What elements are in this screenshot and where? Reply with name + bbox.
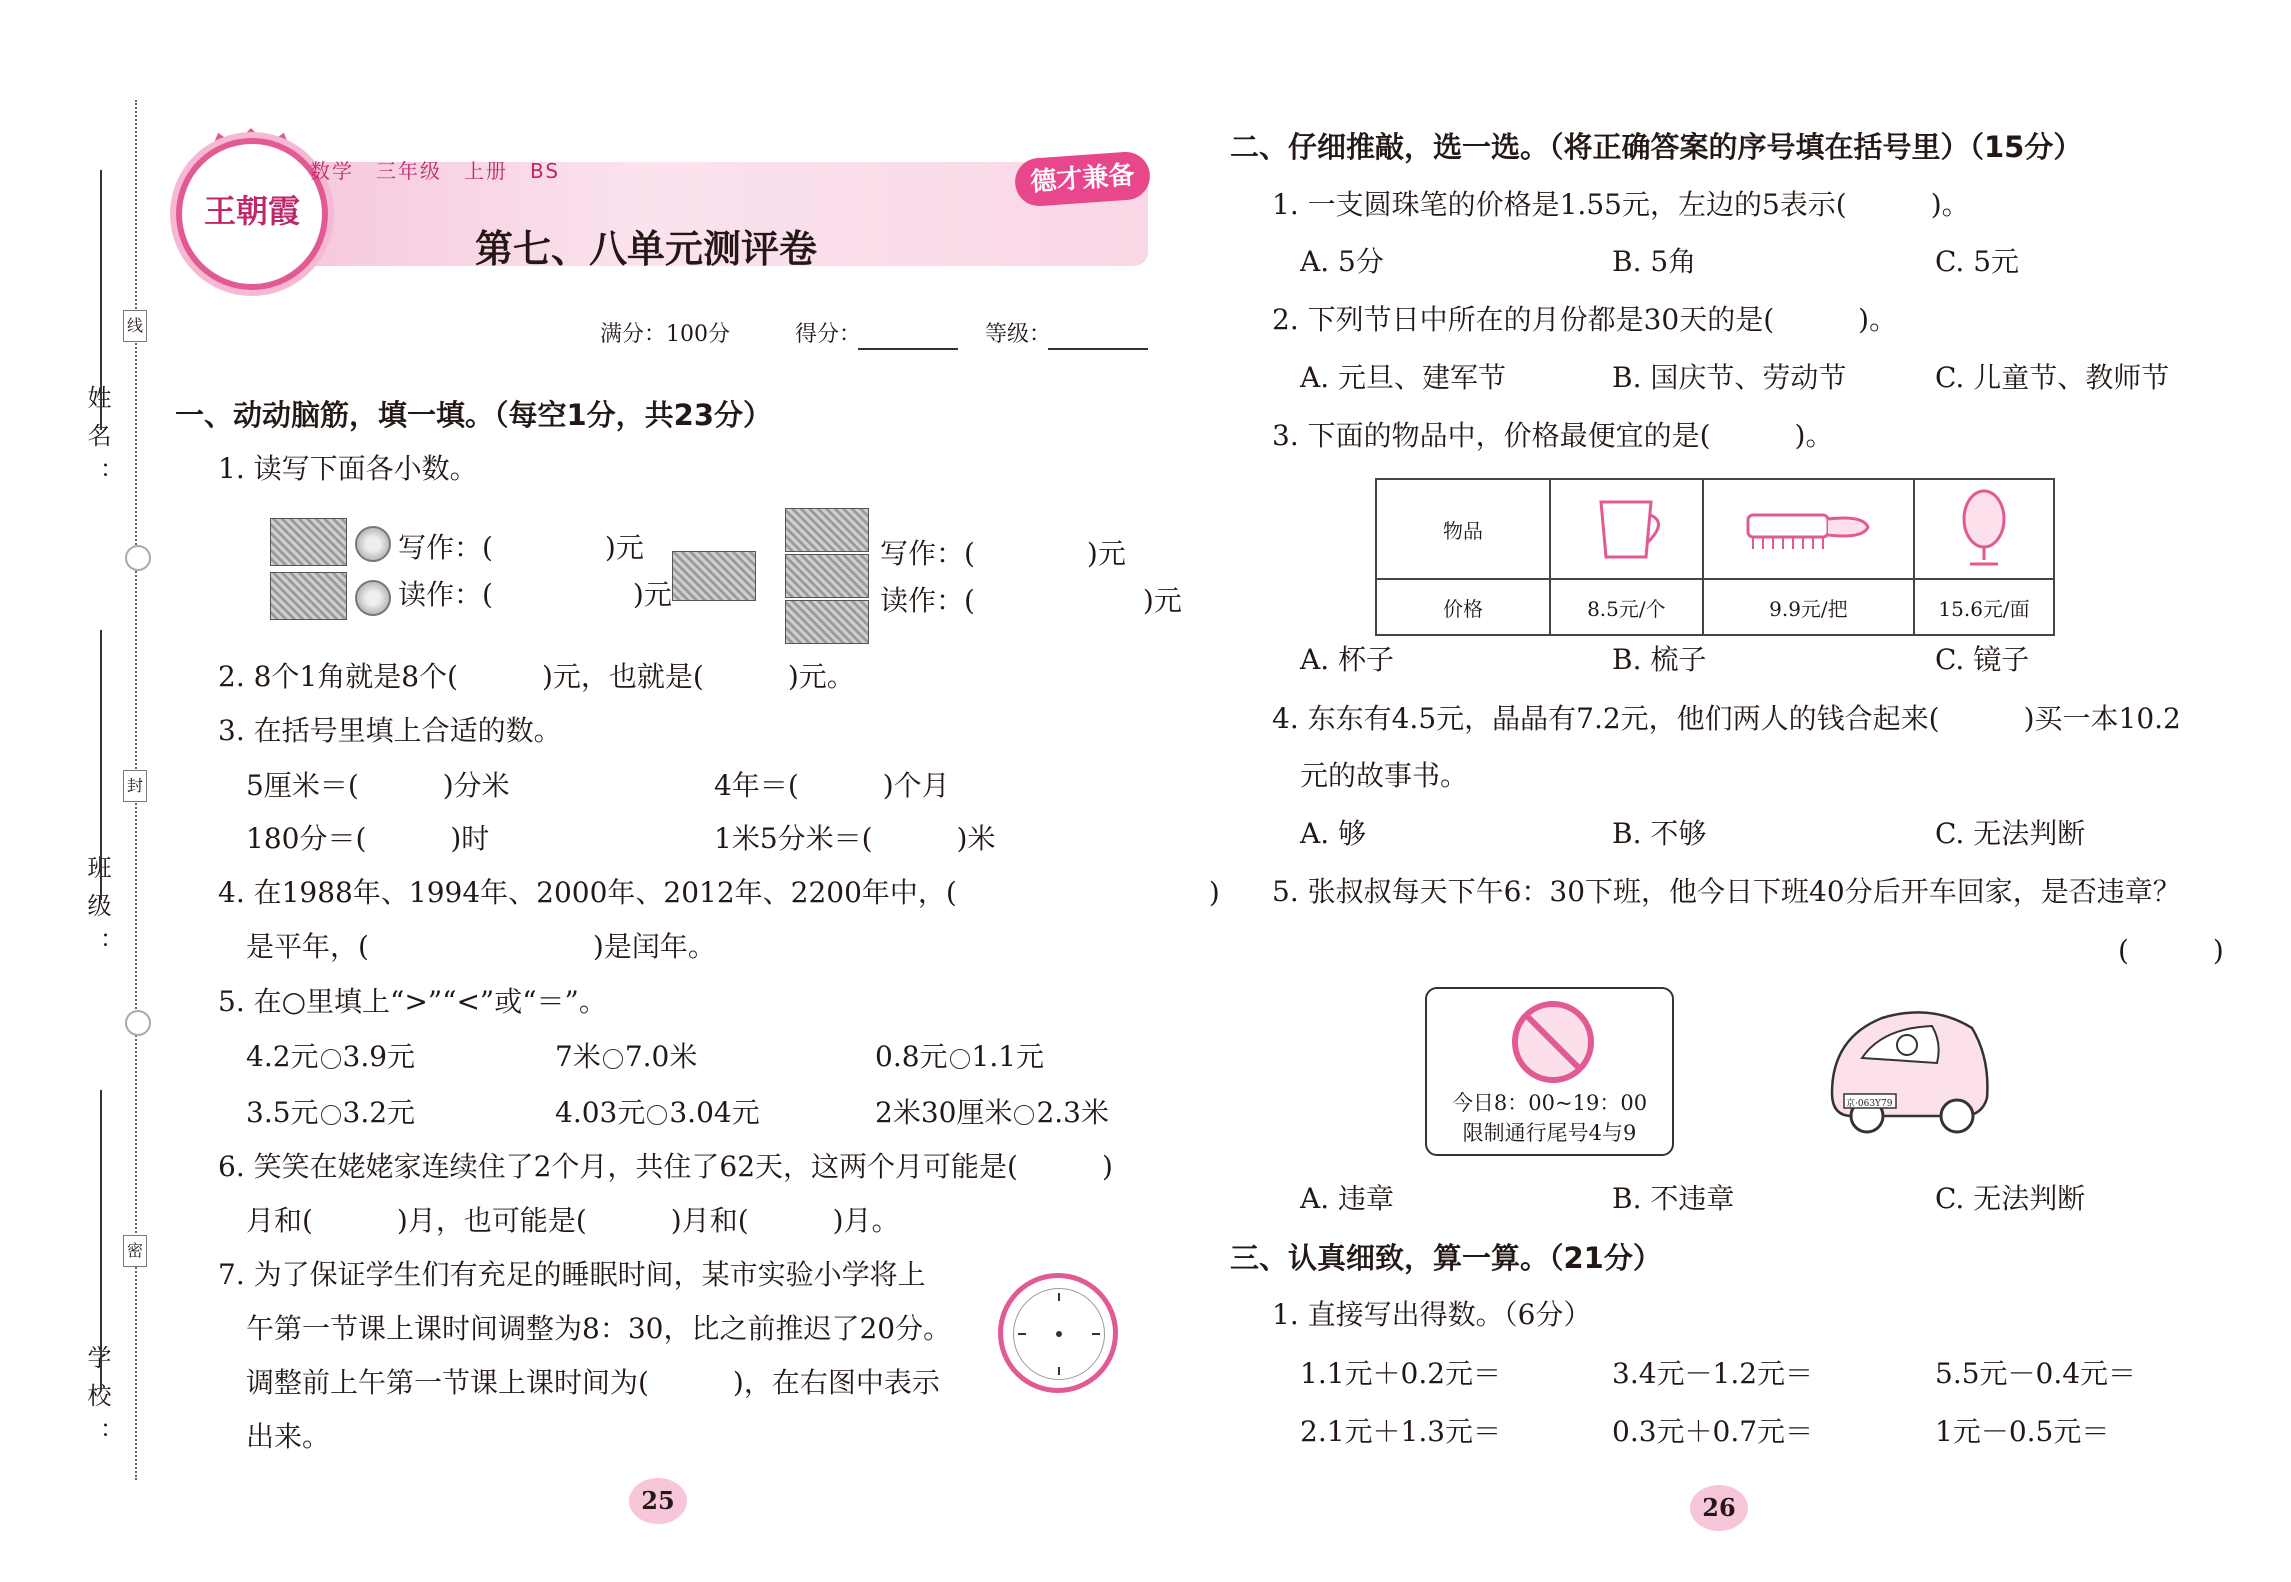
- school-line: [100, 1090, 102, 1390]
- r-q5: 5. 张叔叔每天下午6：30下班，他今日下班40分后开车回家，是否违章？: [1272, 875, 2181, 908]
- compare-circle[interactable]: [321, 1049, 341, 1069]
- q7-line4: 出来。: [246, 1420, 331, 1453]
- q5-stem: 5. 在○里填上“>”“<”或“＝”。: [218, 985, 607, 1018]
- r-q4-opt-a[interactable]: A. 够: [1300, 817, 1367, 850]
- q6-line2: 月和( )月，也可能是( )月和( )月。: [246, 1204, 900, 1237]
- r-q4-opt-b[interactable]: B. 不够: [1612, 817, 1707, 850]
- q3-b: 4年＝( )个月: [714, 769, 950, 802]
- q3-c: 180分＝( )时: [246, 822, 490, 855]
- class-line: [100, 630, 102, 900]
- binding-hole: [125, 1010, 151, 1036]
- binding-hole: [125, 545, 151, 571]
- compare-item: 3.5元 3.2元: [246, 1096, 416, 1129]
- calc-item: 2.1元＋1.3元＝: [1300, 1415, 1502, 1448]
- compare-circle[interactable]: [1014, 1105, 1034, 1125]
- calc-item: 1元－0.5元＝: [1935, 1415, 2110, 1448]
- q7-line3: 调整前上午第一节课上课时间为( )，在右图中表示: [246, 1366, 940, 1399]
- q3-stem: 3. 在括号里填上合适的数。: [218, 714, 562, 747]
- table-header-item: 物品: [1376, 479, 1550, 579]
- banknote-1-yuan: [270, 572, 347, 620]
- compare-circle[interactable]: [321, 1105, 341, 1125]
- q6-line1: 6. 笑笑在姥姥家连续住了2个月，共住了62天，这两个月可能是( ): [218, 1150, 1113, 1183]
- r-q3-opt-c[interactable]: C. 镜子: [1935, 643, 2030, 676]
- q1-write2: 写作：( )元: [880, 537, 1126, 570]
- r-q2-opt-c[interactable]: C. 儿童节、教师节: [1935, 361, 2170, 394]
- license-plate: 京·063Y79: [1846, 1099, 1893, 1109]
- score-field[interactable]: [858, 320, 958, 350]
- no-driving-icon: [1512, 1001, 1594, 1083]
- q3-a: 5厘米＝( )分米: [246, 769, 510, 802]
- clock-ticks-icon: [1014, 1289, 1104, 1379]
- cup-icon: [1576, 487, 1676, 567]
- r-q5-opt-b[interactable]: B. 不违章: [1612, 1182, 1735, 1215]
- comb-icon: [1738, 497, 1878, 557]
- page-number-right: 26: [1690, 1485, 1748, 1531]
- price-cup: 8.5元/个: [1550, 579, 1703, 635]
- q7-line2: 午第一节课上课时间调整为8：30，比之前推迟了20分。: [246, 1312, 952, 1345]
- r-q2-opt-b[interactable]: B. 国庆节、劳动节: [1612, 361, 1847, 394]
- q1-write: 写作：( )元: [398, 531, 644, 564]
- name-label: 姓名：: [83, 385, 111, 499]
- r-q3: 3. 下面的物品中，价格最便宜的是( )。: [1272, 419, 1834, 452]
- q4-line2: 是平年，( )是闰年。: [246, 930, 716, 963]
- mirror-image: [1914, 479, 2054, 579]
- page-number-left: 25: [629, 1478, 687, 1524]
- page-title: 第七、八单元测评卷: [475, 227, 818, 271]
- grade-field[interactable]: [1048, 320, 1148, 350]
- q2-text: 2. 8个1角就是8个( )元，也就是( )元。: [218, 660, 855, 693]
- r-q3-opt-b[interactable]: B. 梳子: [1612, 643, 1707, 676]
- calc-item: 0.3元＋0.7元＝: [1612, 1415, 1814, 1448]
- traffic-sign: [1425, 987, 1674, 1156]
- subject-line: 数学 三年级 上册 BS: [310, 159, 561, 183]
- calc-title: 1. 直接写出得数。（6分）: [1272, 1298, 1592, 1331]
- calc-item: 1.1元＋0.2元＝: [1300, 1357, 1502, 1390]
- section3-title: 三、认真细致，算一算。（21分）: [1230, 1241, 1662, 1275]
- r-q2-opt-a[interactable]: A. 元旦、建军节: [1300, 361, 1507, 394]
- sign-line2: 限制通行尾号4与9: [1462, 1121, 1637, 1145]
- q1-read: 读作：( )元: [398, 578, 672, 611]
- banknote-20-yuan: [672, 551, 756, 601]
- compare-circle[interactable]: [603, 1049, 623, 1069]
- r-q4-line1: 4. 东东有4.5元，晶晶有7.2元，他们两人的钱合起来( )买一本10.2: [1272, 702, 2181, 735]
- compare-circle[interactable]: [950, 1049, 970, 1069]
- car-icon: [1822, 998, 1992, 1138]
- compare-item: 4.2元 3.9元: [246, 1040, 416, 1073]
- price-comb: 9.9元/把: [1703, 579, 1914, 635]
- r-q5-paren[interactable]: ( ): [2118, 934, 2224, 967]
- q3-d: 1米5分米＝( )米: [714, 822, 996, 855]
- clock-dial: [1013, 1288, 1105, 1380]
- r-q5-opt-a[interactable]: A. 违章: [1300, 1182, 1395, 1215]
- compare-item: 7米 7.0米: [555, 1040, 698, 1073]
- compare-item: 4.03元 3.04元: [555, 1096, 760, 1129]
- q7-line1: 7. 为了保证学生们有充足的睡眠时间，某市实验小学将上: [218, 1258, 926, 1291]
- banknote-10-yuan: [785, 508, 869, 552]
- motto-badge: 德才兼备: [1013, 150, 1151, 207]
- close-mark: 密: [123, 1235, 147, 1267]
- mirror-icon: [1944, 484, 2024, 570]
- r-q4-line2: 元的故事书。: [1300, 759, 1469, 792]
- brand-logo: [176, 138, 328, 290]
- name-line: [100, 170, 102, 430]
- banknote-5-yuan: [270, 518, 347, 566]
- comb-image: [1703, 479, 1914, 579]
- price-table: [1375, 478, 2055, 636]
- r-q5-opt-c[interactable]: C. 无法判断: [1935, 1182, 2086, 1215]
- r-q3-opt-a[interactable]: A. 杯子: [1300, 643, 1395, 676]
- q4-line1: 4. 在1988年、1994年、2000年、2012年、2200年中，( ): [218, 876, 1220, 909]
- section1-title: 一、动动脑筋，填一填。（每空1分，共23分）: [175, 398, 773, 432]
- r-q1-opt-b[interactable]: B. 5角: [1612, 245, 1697, 278]
- r-q1-opt-c[interactable]: C. 5元: [1935, 245, 2020, 278]
- school-label: 学校：: [83, 1345, 111, 1459]
- q1-read2: 读作：( )元: [880, 584, 1182, 617]
- clock-face[interactable]: [998, 1273, 1118, 1393]
- q1-stem: 1. 读写下面各小数。: [218, 452, 478, 485]
- compare-circle[interactable]: [647, 1105, 667, 1125]
- cup-image: [1550, 479, 1703, 579]
- section2-title: 二、仔细推敲，选一选。（将正确答案的序号填在括号里）（15分）: [1230, 130, 2083, 164]
- full-score: 满分：100分: [600, 322, 730, 347]
- banknote-10-yuan: [785, 600, 869, 644]
- banknote-10-yuan: [785, 554, 869, 598]
- r-q1: 1. 一支圆珠笔的价格是1.55元，左边的5表示( )。: [1272, 188, 1970, 221]
- score-label: 得分：: [795, 322, 862, 347]
- grade-label: 等级：: [985, 322, 1052, 347]
- compare-item: 0.8元 1.1元: [875, 1040, 1045, 1073]
- price-mirror: 15.6元/面: [1914, 579, 2054, 635]
- seal-mark: 封: [123, 770, 147, 802]
- calc-item: 3.4元－1.2元＝: [1612, 1357, 1814, 1390]
- r-q1-opt-a[interactable]: A. 5分: [1300, 245, 1384, 278]
- coin-icon: [355, 526, 391, 562]
- table-header-price: 价格: [1376, 579, 1550, 635]
- calc-item: 5.5元－0.4元＝: [1935, 1357, 2137, 1390]
- r-q4-opt-c[interactable]: C. 无法判断: [1935, 817, 2086, 850]
- logo-text: 王朝霞: [203, 192, 300, 230]
- compare-item: 2米30厘米 2.3米: [875, 1096, 1109, 1129]
- coin-icon: [355, 580, 391, 616]
- sign-line1: 今日8：00~19：00: [1451, 1091, 1648, 1115]
- r-q2: 2. 下列节日中所在的月份都是30天的是( )。: [1272, 303, 1898, 336]
- class-label: 班级：: [83, 855, 111, 969]
- line-mark: 线: [123, 310, 147, 342]
